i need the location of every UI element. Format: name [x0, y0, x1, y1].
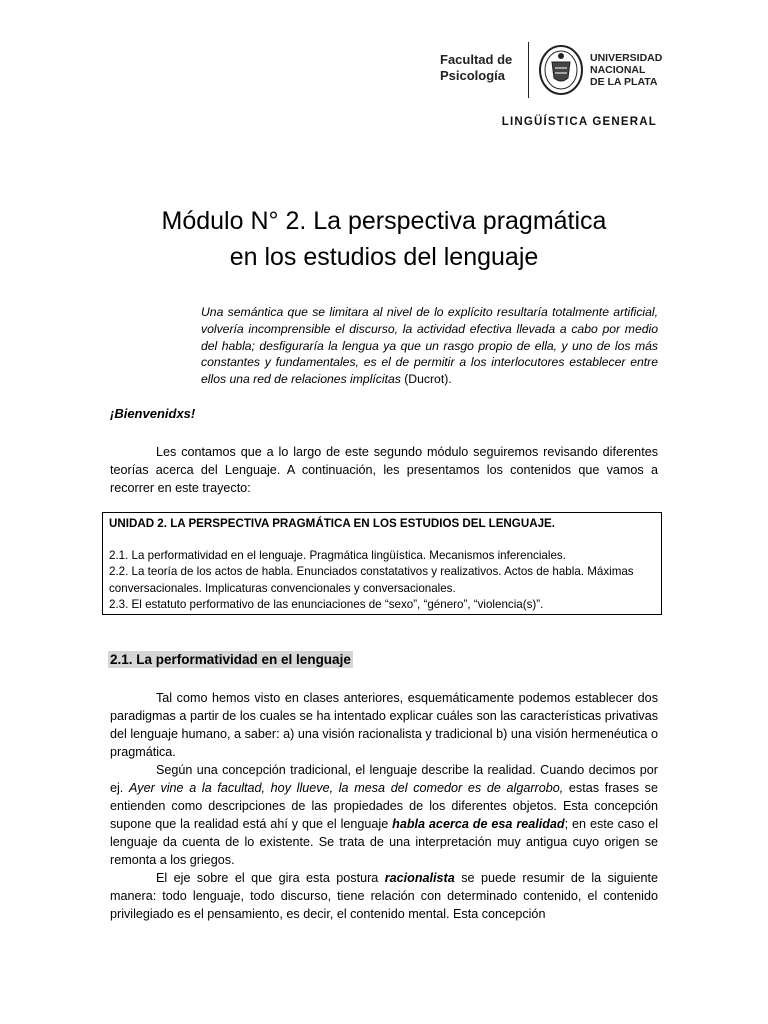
p3-emphasis: racionalista — [384, 871, 455, 885]
body-paragraph-1: Tal como hemos visto en clases anteriores, esquemáticamente podemos establecer dos paradigmas a partir de los cuales se ha intentado explicar cuáles son las características privativas del lenguaje humano, a saber: a) una visión racionalista y tradicional b) una visión hermenéutica o pragmática. — [110, 691, 658, 759]
contents-item: 2.2. La teoría de los actos de habla. Enunciados constatativos y realizativos. Actos de habla. Máximas conversacionales. Implicaturas convencionales y conversacionales. — [109, 565, 634, 595]
unit-title: UNIDAD 2. LA PERSPECTIVA PRAGMÁTICA EN LOS ESTUDIOS DEL LENGUAJE. — [109, 517, 555, 530]
university-line-3: DE LA PLATA — [590, 76, 658, 88]
p2-text-c: ; en este caso el lenguaje da cuenta de lo existente. Se trata de una interpretación muy antigua cuyo origen se remonta a los griegos. — [110, 817, 658, 867]
contents-item: 2.1. La performatividad en el lenguaje. Pragmática lingüística. Mecanismos inferenciales. — [109, 548, 566, 562]
contents-item: 2.3. El estatuto performativo de las enunciaciones de “sexo”, “género”, “violencia(s)”. — [109, 598, 544, 611]
welcome-heading: ¡Bienvenidxs! — [110, 406, 196, 421]
p2-emphasis-2: de esa realidad — [472, 817, 565, 831]
title-line-1: Módulo N° 2. La perspectiva pragmática — [161, 207, 607, 235]
header-divider — [528, 42, 529, 98]
subject-label: LINGÜÍSTICA GENERAL — [501, 116, 657, 128]
page-title — [100, 203, 668, 275]
intro-paragraph: Les contamos que a lo largo de este segundo módulo seguiremos revisando diferentes teorías acerca del Lenguaje. A continuación, les presentamos los contenidos que vamos a recorrer en este trayecto: — [110, 445, 658, 495]
epigraph-quote: Una semántica que se limitara al nivel de lo explícito resultaría totalmente artificial, volvería incomprensible el discurso, la actividad efectiva llevada a cabo por medio del habla; desfiguraría la lengua ya que un rasgo propio de ella, y uno de los más constantes y fundamentales, es el de permitir a los interlocutores establecer entre ellos una red de relaciones implícitas — [201, 305, 658, 387]
faculty-logo-text — [440, 52, 520, 84]
contents-box — [102, 512, 662, 615]
faculty-line-2: Psicología — [440, 68, 506, 83]
title-line-2: en los estudios del lenguaje — [229, 243, 539, 271]
university-line-2: NACIONAL — [590, 64, 646, 76]
university-line-1: UNIVERSIDAD — [590, 52, 663, 64]
body-paragraph-3 — [110, 869, 658, 923]
faculty-line-1: Facultad de — [440, 52, 513, 67]
university-seal-icon — [538, 44, 584, 96]
epigraph-attribution: (Ducrot). — [400, 372, 452, 387]
p2-emphasis: habla acerca — [392, 817, 469, 831]
section-heading: 2.1. La performatividad en el lenguaje — [110, 652, 351, 667]
epigraph — [201, 304, 658, 388]
p2-text-a: Según una concepción tradicional, el lenguaje describe la realidad. Cuando decimos por ej. — [110, 763, 658, 795]
body-paragraph-2 — [110, 761, 658, 869]
p3-text-a: El eje sobre el que gira esta postura — [156, 871, 385, 885]
p2-examples: Ayer vine a la facultad, hoy llueve, la mesa del comedor es de algarrobo, — [128, 781, 564, 795]
p3-text-b: se puede resumir de la siguiente manera: todo lenguaje, todo discurso, tiene relación con determinado contenido, el contenido privilegiado es el pensamiento, es decir, el contenido mental. Esta concepción — [110, 871, 658, 921]
p2-text-b: estas frases se entienden como descripciones de las propiedades de los diferentes objetos. Esta concepción supone que la realidad está ahí y que el lenguaje — [110, 781, 658, 831]
university-logo-text — [590, 52, 670, 88]
